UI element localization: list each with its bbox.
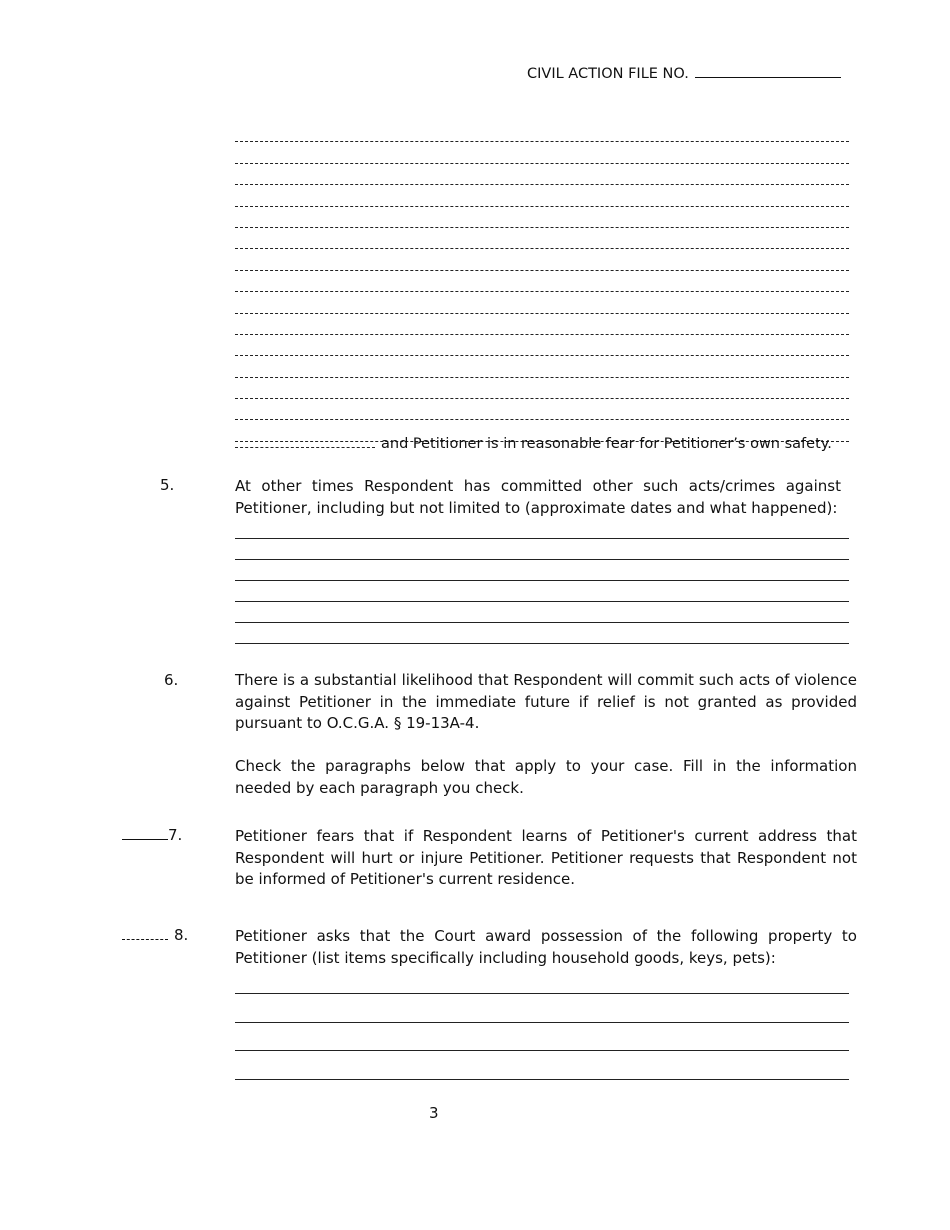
fill-line[interactable] xyxy=(235,121,849,142)
fill-line-end[interactable] xyxy=(235,434,375,448)
answer-line[interactable] xyxy=(235,994,849,1023)
paragraph-7-check-blank[interactable] xyxy=(122,827,168,840)
paragraph-8-number: 8. xyxy=(174,926,189,944)
paragraph-5-text: At other times Respondent has committed other such acts/crimes against Petitioner, including but not limited to (approximate dates and what happened): xyxy=(235,477,841,517)
answer-line[interactable] xyxy=(235,623,849,644)
fill-line[interactable] xyxy=(235,314,849,335)
fill-line[interactable] xyxy=(235,185,849,206)
answer-line[interactable] xyxy=(235,518,849,539)
paragraph-8-text: Petitioner asks that the Court award possession of the following property to Petitioner (list items specifically including household goods, keys, pets): xyxy=(235,927,857,967)
previous-paragraph-fill-lines[interactable] xyxy=(235,121,849,442)
fill-line[interactable] xyxy=(235,399,849,420)
fill-line[interactable] xyxy=(235,356,849,377)
answer-line[interactable] xyxy=(235,539,849,560)
paragraph-7-number: 7. xyxy=(168,826,183,844)
fill-line[interactable] xyxy=(235,164,849,185)
paragraph-5-number: 5. xyxy=(160,476,175,494)
paragraph-6-text: There is a substantial likelihood that Respondent will commit such acts of violence against Petitioner in the immediate future if relief is not granted as provided pursuant to O.C.G.A. § 19-13A-4. xyxy=(235,671,857,732)
answer-line[interactable] xyxy=(235,1051,849,1080)
answer-line[interactable] xyxy=(235,965,849,994)
continuation-final-line xyxy=(235,434,832,452)
paragraph-8-answer-lines[interactable] xyxy=(235,965,849,1080)
paragraph-6-number: 6. xyxy=(164,671,179,689)
answer-line[interactable] xyxy=(235,560,849,581)
civil-action-file-label: CIVIL ACTION FILE NO. xyxy=(527,66,689,82)
answer-line[interactable] xyxy=(235,1023,849,1051)
fill-line[interactable] xyxy=(235,142,849,163)
continuation-text: and Petitioner is in reasonable fear for Petitioner’s own safety. xyxy=(381,436,832,452)
answer-line[interactable] xyxy=(235,602,849,623)
check-instructions: Check the paragraphs below that apply to your case. Fill in the information needed by each paragraph you check. xyxy=(235,757,857,797)
paragraph-8-checkbox-row xyxy=(122,926,188,944)
paragraph-8-check-blank[interactable] xyxy=(122,927,168,940)
paragraph-7-checkbox-row xyxy=(122,826,182,844)
fill-line[interactable] xyxy=(235,207,849,228)
fill-line[interactable] xyxy=(235,378,849,399)
civil-action-file-header xyxy=(527,65,841,82)
fill-line[interactable] xyxy=(235,335,849,356)
answer-line[interactable] xyxy=(235,581,849,602)
paragraph-7-text: Petitioner fears that if Respondent learns of Petitioner's current address that Respondent will hurt or injure Petitioner. Petitioner requests that Respondent not be informed of Petitioner's current residence. xyxy=(235,827,857,888)
fill-line[interactable] xyxy=(235,228,849,249)
fill-line[interactable] xyxy=(235,271,849,292)
civil-action-file-number-field[interactable] xyxy=(695,65,841,78)
paragraph-5-answer-lines[interactable] xyxy=(235,518,849,644)
page-number: 3 xyxy=(429,1104,439,1122)
fill-line[interactable] xyxy=(235,292,849,313)
fill-line[interactable] xyxy=(235,249,849,270)
